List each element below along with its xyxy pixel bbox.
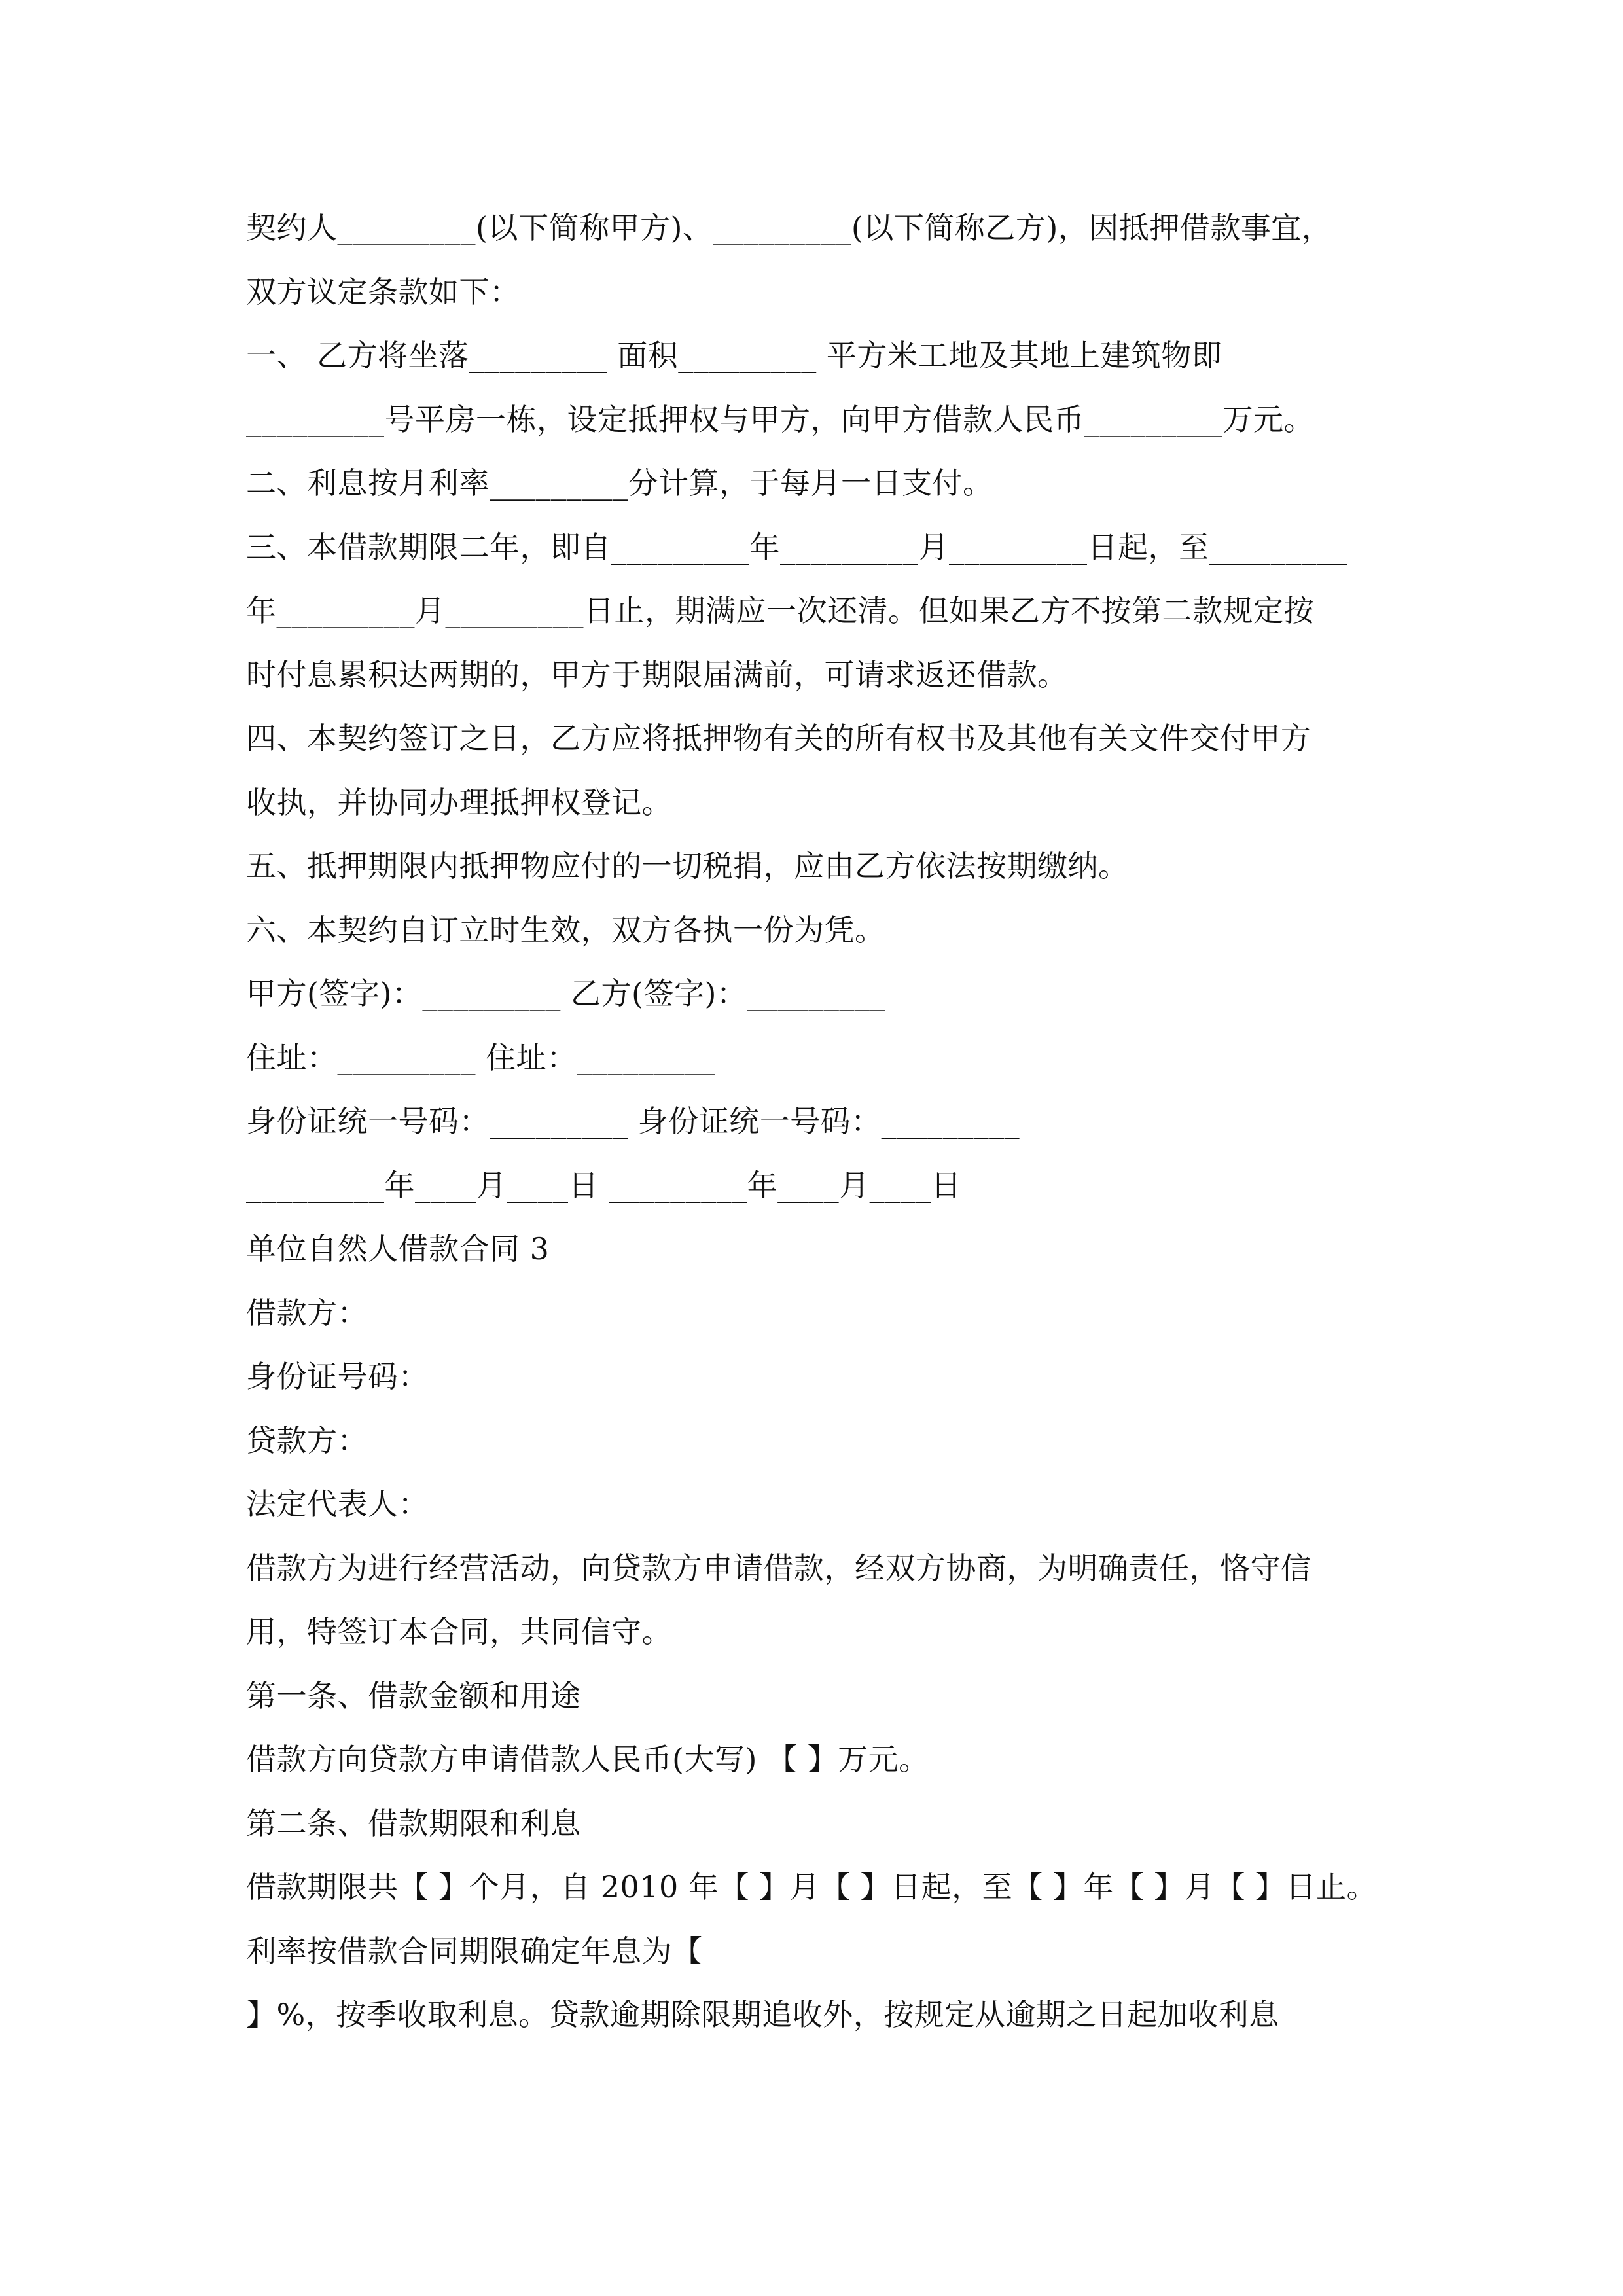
clause-2-line: 二、利息按月利率_________分计算，于每月一日支付。 (246, 465, 993, 501)
text-line: 年_________月_________日止，期满应一次还清。但如果乙方不按第二款规定按 (246, 593, 1314, 628)
clause-5-line: 五、抵押期限内抵押物应付的一切税捐，应由乙方依法按期缴纳。 (246, 848, 1129, 884)
text-line: 双方议定条款如下： (246, 274, 520, 310)
text-line: 借款方向贷款方申请借款人民币(大写) 【 】万元。 (246, 1742, 929, 1777)
clause-1-line: 一、 乙方将坐落_________ 面积_________ 平方米工地及其地上建筑物即 (246, 338, 1222, 373)
text-line: 用，特签订本合同，共同信守。 (246, 1614, 672, 1649)
article-1-heading: 第一条、借款金额和用途 (246, 1677, 581, 1713)
text-line: 利率按借款合同期限确定年息为【 (246, 1933, 703, 1969)
text-line: 契约人_________(以下简称甲方)、_________(以下简称乙方)，因抵押借款事宜， (246, 210, 1332, 245)
contract-heading: 单位自然人借款合同 3 (246, 1231, 550, 1266)
text-line: 收执，并协同办理抵押权登记。 (246, 784, 672, 820)
address-line: 住址：_________ 住址：_________ (246, 1039, 716, 1075)
signature-line: 甲方(签字)：_________ 乙方(签字)：_________ (246, 976, 885, 1011)
date-line: _________年____月____日 _________年____月____日 (246, 1167, 962, 1203)
document-body (246, 196, 1385, 2047)
id-number-line: 身份证统一号码：_________ 身份证统一号码：_________ (246, 1103, 1020, 1139)
lender-line: 贷款方： (246, 1422, 368, 1458)
text-line: 】%，按季收取利息。贷款逾期除限期追收外，按规定从逾期之日起加收利息 (246, 1997, 1279, 2032)
clause-6-line: 六、本契约自订立时生效，双方各执一份为凭。 (246, 912, 885, 948)
text-line: 借款期限共【 】个月，自 2010 年【 】月【 】日起，至【 】年【 】月【 】日止。 (246, 1869, 1378, 1905)
article-2-heading: 第二条、借款期限和利息 (246, 1805, 581, 1841)
text-line: 借款方为进行经营活动，向贷款方申请借款，经双方协商，为明确责任，恪守信 (246, 1550, 1311, 1586)
text-line: _________号平房一栋，设定抵押权与甲方，向甲方借款人民币_________万元。 (246, 401, 1314, 437)
legal-rep-line: 法定代表人： (246, 1486, 429, 1522)
clause-3-line: 三、本借款期限二年，即自_________年_________月_________日起，至_________ (246, 529, 1347, 565)
id-line: 身份证号码： (246, 1359, 429, 1394)
borrower-line: 借款方： (246, 1295, 368, 1331)
clause-4-line: 四、本契约签订之日，乙方应将抵押物有关的所有权书及其他有关文件交付甲方 (246, 721, 1311, 756)
text-line: 时付息累积达两期的，甲方于期限届满前，可请求返还借款。 (246, 656, 1068, 692)
